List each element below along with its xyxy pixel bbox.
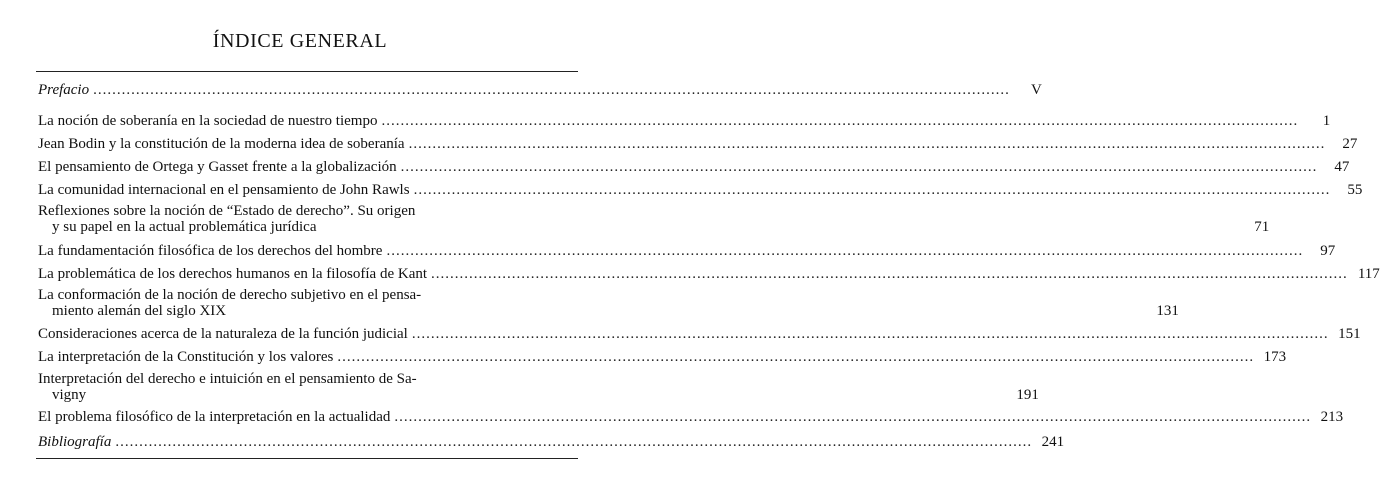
- entry-page: 27: [1342, 136, 1358, 152]
- entry-title: Prefacio: [38, 82, 90, 98]
- toc-entry[interactable]: [38, 287, 1179, 319]
- toc-entry[interactable]: [38, 326, 1361, 342]
- toc-entry[interactable]: [38, 409, 1344, 425]
- entry-page: 131: [1156, 303, 1179, 319]
- entry-page: 97: [1320, 243, 1336, 259]
- entry-page: 71: [1254, 219, 1270, 235]
- toc-entry[interactable]: [38, 159, 1350, 175]
- entry-title-line1: Reflexiones sobre la noción de “Estado de derecho”. Su origen: [38, 203, 416, 219]
- entry-title: La noción de soberanía en la sociedad de nuestro tiempo: [38, 113, 378, 129]
- dot-leader: [386, 243, 1303, 259]
- toc-entry[interactable]: [38, 182, 1363, 198]
- entry-page: 151: [1338, 326, 1361, 342]
- dot-leader: [394, 409, 1311, 425]
- dot-leader: [93, 82, 1010, 98]
- toc-entry[interactable]: [38, 243, 1336, 259]
- toc-entry[interactable]: [38, 349, 1287, 365]
- dot-leader: [409, 136, 1326, 152]
- entry-page: 1: [1322, 113, 1331, 129]
- dot-leader: [414, 182, 1331, 198]
- toc-entry-prefacio[interactable]: [38, 82, 1042, 98]
- toc-entry[interactable]: [38, 113, 1331, 129]
- entry-title: El pensamiento de Ortega y Gasset frente a la globalización: [38, 159, 397, 175]
- entry-title: La fundamentación filosófica de los derechos del hombre: [38, 243, 383, 259]
- toc-entry[interactable]: [38, 203, 1270, 235]
- entry-title-line1: Interpretación del derecho e intuición en el pensamiento de Sa-: [38, 371, 417, 387]
- entry-title-line2: miento alemán del siglo XIX: [52, 303, 227, 319]
- entry-title-line1: La conformación de la noción de derecho subjetivo en el pensa-: [38, 287, 422, 303]
- entry-title: La problemática de los derechos humanos en la filosofía de Kant: [38, 266, 428, 282]
- toc-entry[interactable]: [38, 136, 1358, 152]
- entry-page: 55: [1347, 182, 1363, 198]
- entry-title: Consideraciones acerca de la naturaleza de la función judicial: [38, 326, 408, 342]
- entry-title: El problema filosófico de la interpretación en la actualidad: [38, 409, 391, 425]
- toc-entry[interactable]: [38, 371, 1039, 403]
- entry-title-line2: vigny: [52, 387, 87, 403]
- entry-title: Bibliografía: [38, 434, 112, 450]
- dot-leader: [401, 159, 1318, 175]
- entry-title: La comunidad internacional en el pensamiento de John Rawls: [38, 182, 410, 198]
- toc-entry[interactable]: [38, 266, 1380, 282]
- dot-leader: [115, 434, 1032, 450]
- entry-title-line2: y su papel en la actual problemática jurídica: [52, 219, 317, 235]
- entry-page: 213: [1320, 409, 1344, 425]
- entry-page: 117: [1357, 266, 1380, 282]
- page-title: ÍNDICE GENERAL: [212, 30, 388, 52]
- entry-page: V: [1031, 82, 1042, 98]
- dot-leader: [431, 266, 1348, 282]
- entry-page: 191: [1016, 387, 1039, 403]
- entry-title: Jean Bodin y la constitución de la moderna idea de soberanía: [38, 136, 405, 152]
- dot-leader: [381, 113, 1298, 129]
- toc-entry-bibliografia[interactable]: [38, 434, 1065, 450]
- dot-leader: [337, 349, 1254, 365]
- entry-page: 173: [1263, 349, 1287, 365]
- dot-leader: [412, 326, 1329, 342]
- entry-page: 47: [1334, 159, 1350, 175]
- entry-page: 241: [1041, 434, 1065, 450]
- entry-title: La interpretación de la Constitución y los valores: [38, 349, 334, 365]
- bottom-rule: [36, 458, 578, 459]
